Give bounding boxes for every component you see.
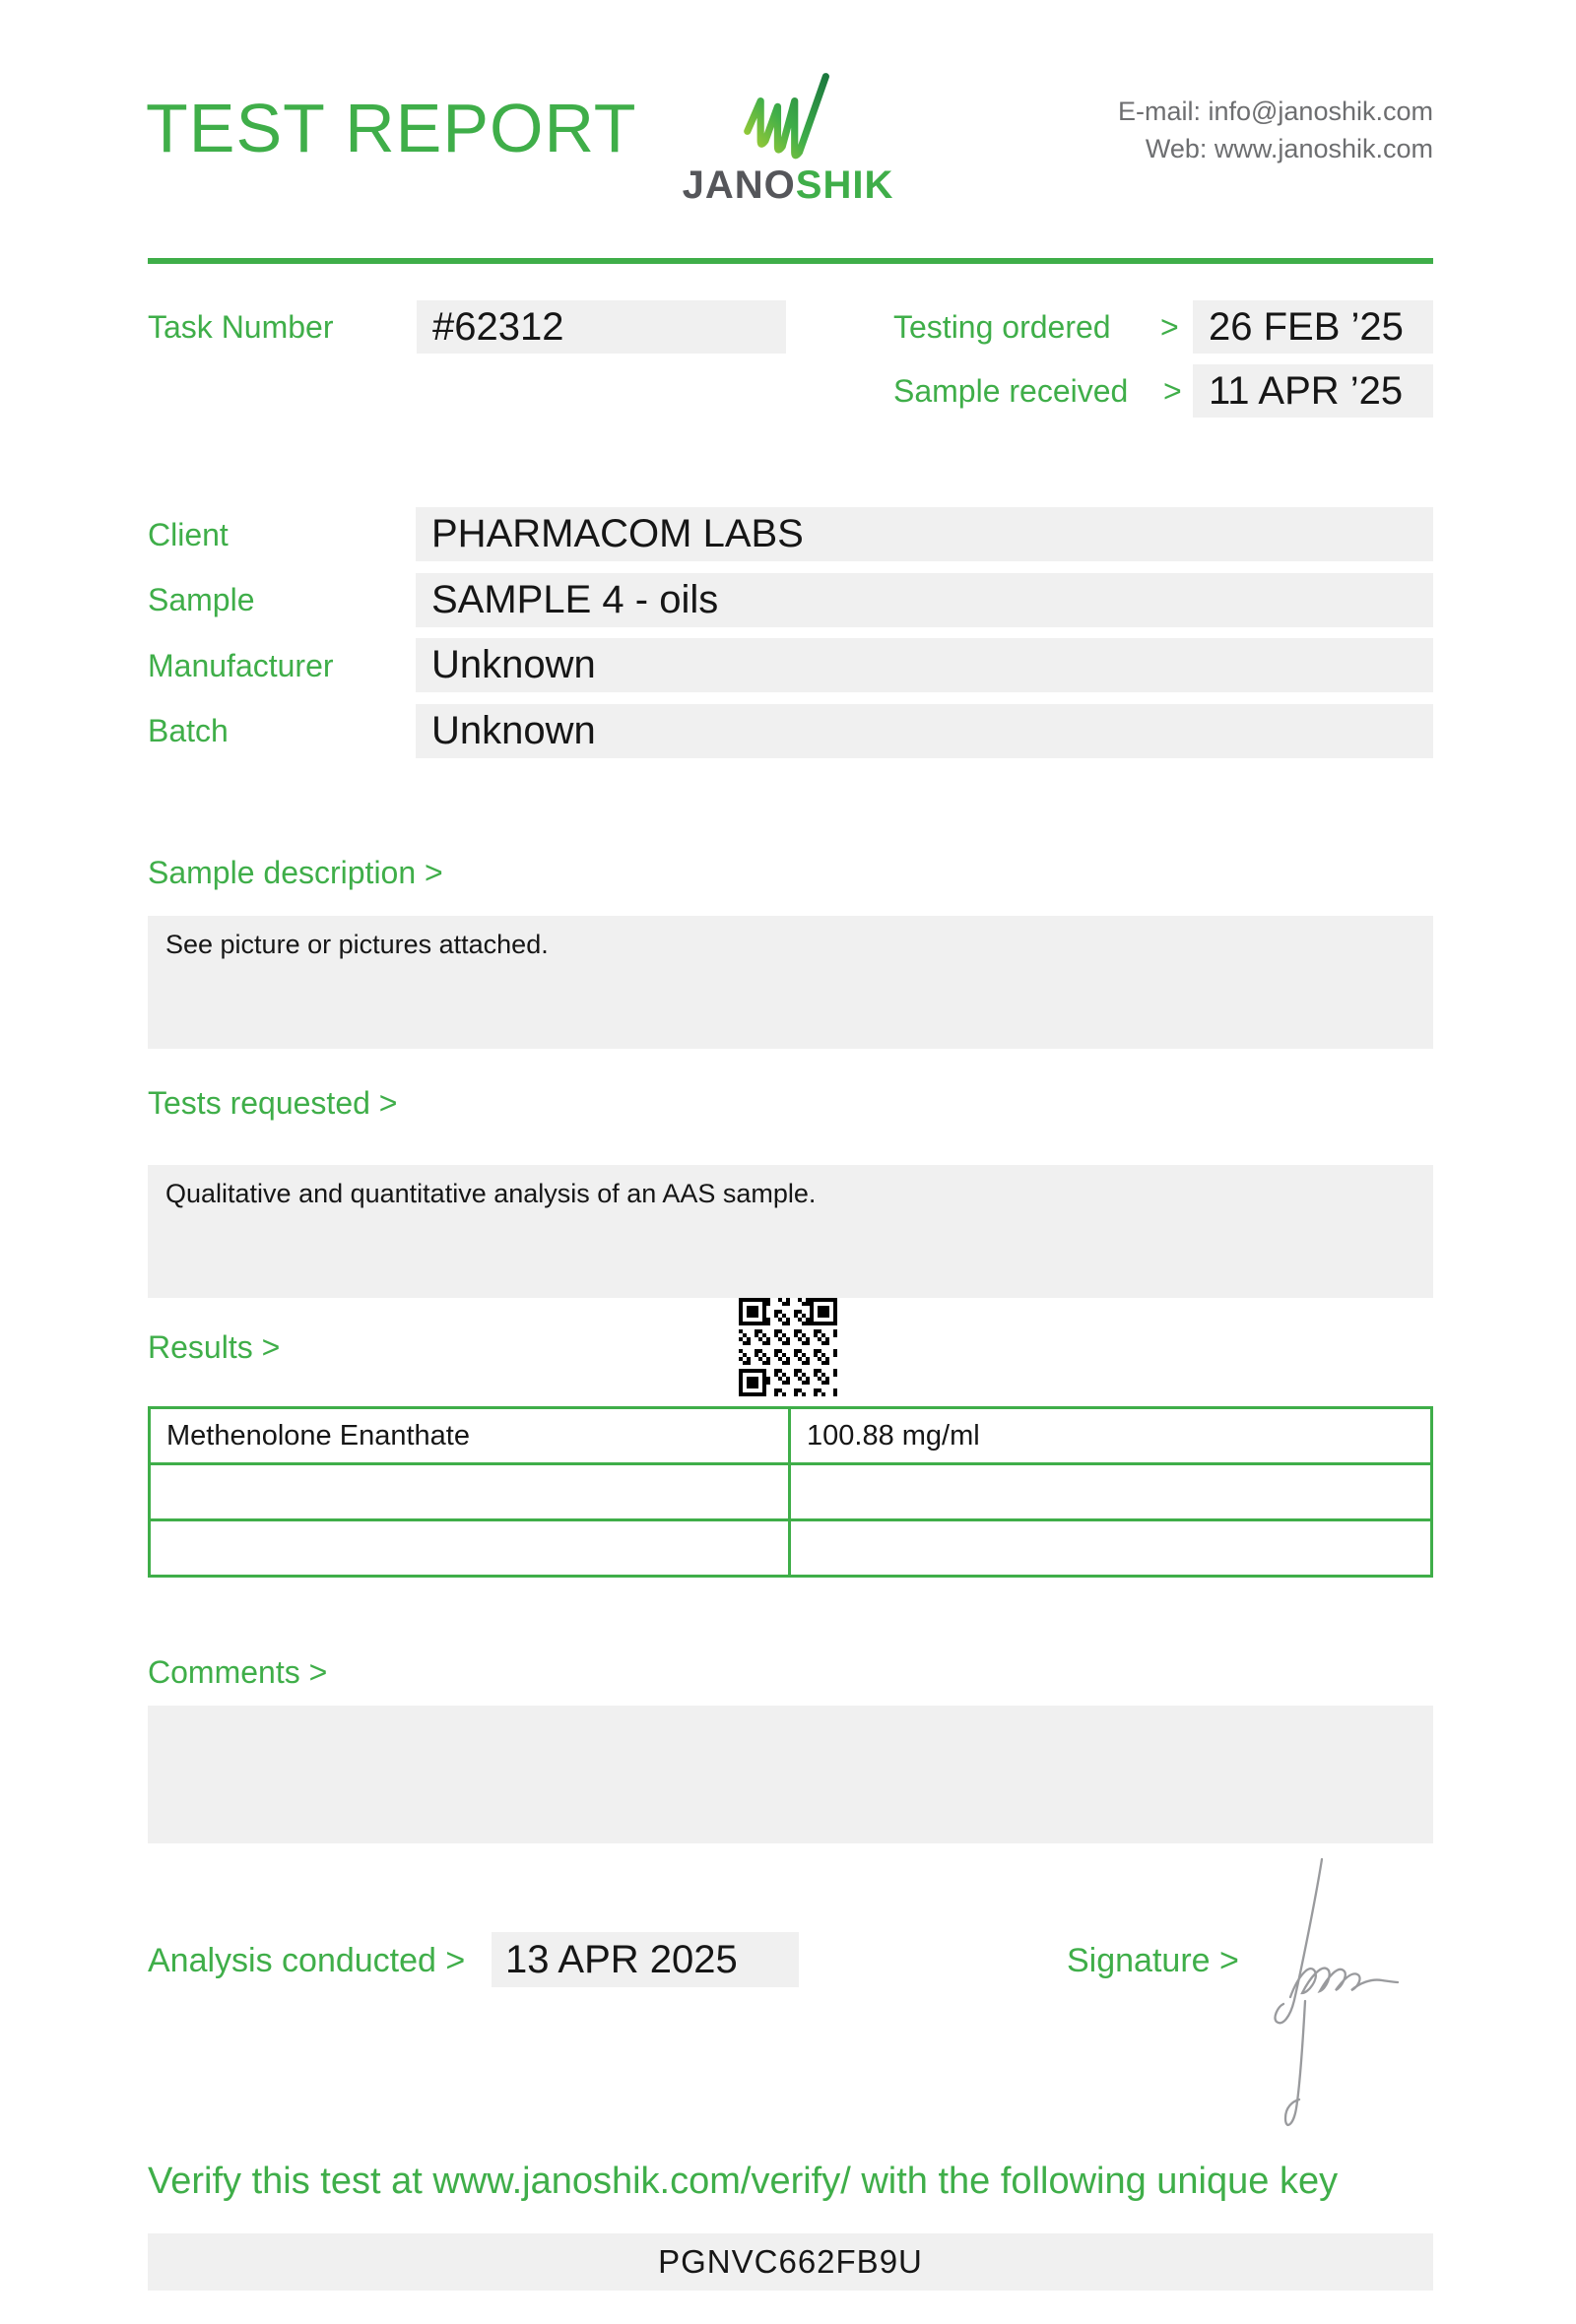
results-heading: Results >: [148, 1329, 281, 1365]
result-value: [790, 1520, 1432, 1577]
results-row: [150, 1520, 1432, 1577]
batch-label: Batch: [148, 713, 229, 748]
comments-text: [148, 1706, 1433, 1733]
tests-requested-box: [148, 1165, 1433, 1298]
task-number-box: [417, 300, 786, 354]
manufacturer-value: Unknown: [431, 643, 596, 686]
client-value: PHARMACOM LABS: [431, 512, 804, 555]
logo-shik: SHIK: [795, 163, 894, 207]
page-title: TEST REPORT: [146, 90, 637, 166]
manufacturer-label: Manufacturer: [148, 648, 334, 683]
logo-jano: JANO: [682, 163, 796, 207]
result-substance: Methenolone Enanthate: [150, 1408, 790, 1464]
task-number-label: Task Number: [148, 309, 334, 345]
sample-received-box: [1193, 364, 1433, 418]
testing-ordered-arrow: >: [1160, 309, 1179, 345]
task-number-value: #62312: [432, 305, 564, 349]
result-substance: [150, 1520, 790, 1577]
verify-key-box: [148, 2233, 1433, 2291]
result-substance: [150, 1464, 790, 1520]
sample-label: Sample: [148, 582, 255, 617]
sample-value: SAMPLE 4 - oils: [431, 578, 719, 621]
contact-web: Web: www.janoshik.com: [1145, 134, 1433, 163]
verify-instruction: Verify this test at www.janoshik.com/verify/ with the following unique key: [148, 2161, 1339, 2202]
janoshik-logo: [678, 69, 898, 208]
tests-requested-heading: Tests requested >: [148, 1085, 398, 1121]
client-label: Client: [148, 517, 229, 552]
growth-chart-icon: [741, 69, 835, 161]
analysis-date-value: 13 APR 2025: [505, 1938, 738, 1981]
qr-code: [739, 1298, 837, 1396]
contact-email: E-mail: info@janoshik.com: [1117, 97, 1433, 126]
sample-description-box: [148, 916, 1433, 1049]
sample-description-text: See picture or pictures attached.: [165, 930, 549, 959]
comments-box: [148, 1706, 1433, 1843]
testing-ordered-label: Testing ordered: [893, 309, 1111, 345]
logo-wordmark: [678, 163, 898, 208]
testing-ordered-value: 26 FEB ’25: [1209, 305, 1404, 349]
result-value: 100.88 mg/ml: [790, 1408, 1432, 1464]
tests-requested-text: Qualitative and quantitative analysis of an AAS sample.: [165, 1179, 817, 1208]
results-row: [150, 1464, 1432, 1520]
testing-ordered-box: [1193, 300, 1433, 354]
result-value: [790, 1464, 1432, 1520]
sample-box: [416, 573, 1433, 627]
sample-received-arrow: >: [1163, 373, 1182, 409]
sample-received-label: Sample received: [893, 373, 1129, 409]
analysis-date-box: [492, 1932, 799, 1987]
comments-heading: Comments >: [148, 1654, 328, 1690]
verify-key-value: PGNVC662FB9U: [658, 2243, 923, 2280]
sample-received-value: 11 APR ’25: [1209, 369, 1404, 413]
analysis-conducted-label: Analysis conducted >: [148, 1942, 466, 1979]
manufacturer-box: [416, 638, 1433, 692]
sample-description-heading: Sample description >: [148, 855, 443, 890]
header-divider: [148, 258, 1433, 264]
client-box: [416, 507, 1433, 561]
contact-block: [1118, 93, 1433, 167]
results-table: [148, 1406, 1433, 1578]
signature-scribble: [1253, 1838, 1425, 2138]
results-row: [150, 1408, 1432, 1464]
batch-value: Unknown: [431, 709, 596, 752]
signature-label: Signature >: [1067, 1942, 1239, 1979]
batch-box: [416, 704, 1433, 758]
